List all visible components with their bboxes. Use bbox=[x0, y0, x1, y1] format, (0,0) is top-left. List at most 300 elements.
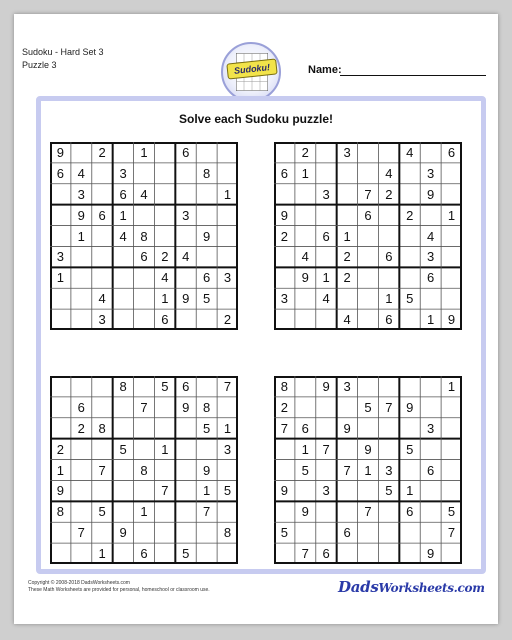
sudoku-cell[interactable] bbox=[399, 267, 420, 288]
sudoku-cell[interactable] bbox=[337, 288, 358, 309]
sudoku-cell[interactable] bbox=[316, 460, 337, 481]
sudoku-cell[interactable] bbox=[441, 246, 462, 267]
sudoku-cell[interactable] bbox=[399, 246, 420, 267]
sudoku-cell[interactable]: 9 bbox=[119, 525, 127, 541]
sudoku-cell[interactable] bbox=[295, 309, 316, 330]
sudoku-cell[interactable]: 1 bbox=[385, 291, 393, 307]
sudoku-cell[interactable] bbox=[154, 184, 175, 205]
sudoku-cell[interactable] bbox=[358, 309, 379, 330]
sudoku-cell[interactable] bbox=[134, 522, 155, 543]
sudoku-cell[interactable] bbox=[316, 309, 337, 330]
sudoku-cell[interactable] bbox=[378, 226, 399, 247]
sudoku-cell[interactable] bbox=[295, 480, 316, 501]
sudoku-cell[interactable] bbox=[399, 376, 420, 397]
sudoku-cell[interactable]: 3 bbox=[427, 420, 435, 436]
sudoku-cell[interactable] bbox=[50, 288, 71, 309]
sudoku-cell[interactable] bbox=[134, 288, 155, 309]
sudoku-cell[interactable] bbox=[378, 376, 399, 397]
sudoku-cell[interactable] bbox=[154, 163, 175, 184]
sudoku-cell[interactable] bbox=[92, 226, 113, 247]
sudoku-cell[interactable]: 9 bbox=[280, 207, 289, 223]
sudoku-cell[interactable] bbox=[92, 439, 113, 460]
sudoku-cell[interactable] bbox=[378, 418, 399, 439]
sudoku-cell[interactable]: 6 bbox=[280, 165, 289, 181]
sudoku-cell[interactable]: 4 bbox=[343, 312, 351, 328]
sudoku-cell[interactable] bbox=[71, 480, 92, 501]
sudoku-cell[interactable] bbox=[337, 543, 358, 564]
sudoku-cell[interactable] bbox=[175, 480, 196, 501]
sudoku-cell[interactable] bbox=[217, 205, 238, 226]
sudoku-cell[interactable] bbox=[378, 205, 399, 226]
sudoku-cell[interactable]: 4 bbox=[77, 165, 85, 181]
sudoku-cell[interactable] bbox=[92, 397, 113, 418]
sudoku-cell[interactable] bbox=[175, 226, 196, 247]
sudoku-cell[interactable] bbox=[441, 480, 462, 501]
sudoku-cell[interactable] bbox=[71, 460, 92, 481]
sudoku-cell[interactable] bbox=[274, 309, 295, 330]
sudoku-cell[interactable] bbox=[50, 376, 71, 397]
sudoku-cell[interactable] bbox=[399, 460, 420, 481]
sudoku-cell[interactable] bbox=[316, 246, 337, 267]
sudoku-cell[interactable]: 6 bbox=[77, 399, 85, 415]
sudoku-cell[interactable] bbox=[217, 288, 238, 309]
sudoku-cell[interactable] bbox=[441, 226, 462, 247]
sudoku-cell[interactable]: 3 bbox=[343, 145, 351, 160]
sudoku-cell[interactable] bbox=[358, 543, 379, 564]
sudoku-cell[interactable] bbox=[217, 142, 238, 163]
sudoku-cell[interactable] bbox=[134, 376, 155, 397]
sudoku-cell[interactable]: 9 bbox=[203, 228, 211, 244]
sudoku-cell[interactable]: 8 bbox=[223, 525, 232, 541]
sudoku-cell[interactable]: 9 bbox=[56, 483, 65, 499]
sudoku-cell[interactable] bbox=[274, 184, 295, 205]
sudoku-cell[interactable] bbox=[196, 439, 217, 460]
sudoku-cell[interactable] bbox=[196, 309, 217, 330]
sudoku-cell[interactable]: 2 bbox=[301, 145, 309, 160]
sudoku-cell[interactable] bbox=[50, 226, 71, 247]
sudoku-cell[interactable]: 9 bbox=[301, 504, 309, 520]
sudoku-cell[interactable] bbox=[92, 267, 113, 288]
sudoku-cell[interactable] bbox=[154, 543, 175, 564]
sudoku-cell[interactable] bbox=[154, 226, 175, 247]
sudoku-cell[interactable]: 9 bbox=[77, 207, 85, 223]
sudoku-cell[interactable]: 2 bbox=[56, 441, 65, 457]
sudoku-cell[interactable] bbox=[358, 142, 379, 163]
sudoku-cell[interactable] bbox=[295, 226, 316, 247]
sudoku-cell[interactable] bbox=[337, 205, 358, 226]
sudoku-cell[interactable]: 4 bbox=[322, 291, 330, 307]
sudoku-cell[interactable]: 8 bbox=[140, 228, 148, 244]
sudoku-cell[interactable]: 3 bbox=[119, 165, 127, 181]
sudoku-cell[interactable]: 7 bbox=[140, 399, 148, 415]
sudoku-cell[interactable] bbox=[399, 184, 420, 205]
sudoku-cell[interactable] bbox=[92, 376, 113, 397]
sudoku-cell[interactable] bbox=[113, 309, 134, 330]
sudoku-cell[interactable] bbox=[175, 522, 196, 543]
sudoku-cell[interactable]: 7 bbox=[280, 420, 289, 436]
sudoku-cell[interactable]: 1 bbox=[223, 186, 232, 202]
sudoku-cell[interactable] bbox=[217, 226, 238, 247]
sudoku-cell[interactable]: 9 bbox=[322, 379, 330, 394]
sudoku-cell[interactable] bbox=[92, 184, 113, 205]
sudoku-cell[interactable] bbox=[378, 439, 399, 460]
sudoku-cell[interactable]: 5 bbox=[223, 483, 232, 499]
sudoku-cell[interactable]: 1 bbox=[140, 145, 148, 160]
sudoku-cell[interactable]: 2 bbox=[161, 249, 169, 265]
sudoku-cell[interactable] bbox=[217, 543, 238, 564]
sudoku-cell[interactable]: 5 bbox=[301, 462, 309, 478]
sudoku-cell[interactable] bbox=[316, 163, 337, 184]
sudoku-cell[interactable] bbox=[337, 397, 358, 418]
sudoku-cell[interactable]: 8 bbox=[203, 165, 211, 181]
sudoku-cell[interactable] bbox=[196, 246, 217, 267]
sudoku-cell[interactable] bbox=[358, 226, 379, 247]
sudoku-cell[interactable] bbox=[337, 501, 358, 522]
sudoku-cell[interactable] bbox=[399, 163, 420, 184]
sudoku-cell[interactable] bbox=[71, 246, 92, 267]
sudoku-cell[interactable] bbox=[295, 376, 316, 397]
sudoku-cell[interactable]: 8 bbox=[98, 420, 106, 436]
sudoku-cell[interactable] bbox=[316, 205, 337, 226]
sudoku-cell[interactable] bbox=[134, 163, 155, 184]
sudoku-cell[interactable]: 3 bbox=[280, 291, 289, 307]
sudoku-cell[interactable] bbox=[134, 205, 155, 226]
sudoku-cell[interactable] bbox=[316, 418, 337, 439]
sudoku-cell[interactable] bbox=[175, 501, 196, 522]
sudoku-cell[interactable]: 9 bbox=[203, 462, 211, 478]
sudoku-cell[interactable]: 2 bbox=[343, 249, 351, 265]
sudoku-cell[interactable] bbox=[113, 397, 134, 418]
sudoku-cell[interactable]: 9 bbox=[427, 546, 435, 562]
sudoku-cell[interactable] bbox=[50, 543, 71, 564]
sudoku-cell[interactable]: 3 bbox=[77, 186, 85, 202]
sudoku-cell[interactable] bbox=[441, 184, 462, 205]
sudoku-cell[interactable]: 4 bbox=[406, 145, 414, 160]
sudoku-cell[interactable] bbox=[358, 288, 379, 309]
sudoku-cell[interactable]: 3 bbox=[322, 483, 330, 499]
sudoku-cell[interactable] bbox=[71, 543, 92, 564]
sudoku-cell[interactable] bbox=[217, 501, 238, 522]
sudoku-cell[interactable] bbox=[92, 246, 113, 267]
sudoku-cell[interactable] bbox=[113, 142, 134, 163]
sudoku-cell[interactable]: 2 bbox=[280, 399, 289, 415]
sudoku-cell[interactable] bbox=[196, 142, 217, 163]
sudoku-cell[interactable] bbox=[358, 418, 379, 439]
sudoku-cell[interactable] bbox=[420, 439, 441, 460]
sudoku-cell[interactable]: 5 bbox=[406, 441, 414, 457]
sudoku-cell[interactable] bbox=[134, 439, 155, 460]
sudoku-cell[interactable] bbox=[196, 376, 217, 397]
sudoku-cell[interactable]: 5 bbox=[364, 399, 372, 415]
sudoku-cell[interactable]: 1 bbox=[447, 379, 456, 394]
sudoku-cell[interactable] bbox=[420, 480, 441, 501]
sudoku-cell[interactable]: 9 bbox=[301, 270, 309, 286]
sudoku-cell[interactable] bbox=[196, 543, 217, 564]
sudoku-cell[interactable]: 9 bbox=[364, 441, 372, 457]
sudoku-cell[interactable] bbox=[154, 501, 175, 522]
sudoku-cell[interactable]: 6 bbox=[343, 525, 351, 541]
sudoku-cell[interactable] bbox=[274, 460, 295, 481]
sudoku-cell[interactable]: 1 bbox=[447, 207, 456, 223]
sudoku-cell[interactable]: 2 bbox=[223, 312, 232, 328]
sudoku-cell[interactable] bbox=[399, 543, 420, 564]
sudoku-cell[interactable] bbox=[92, 522, 113, 543]
sudoku-cell[interactable] bbox=[217, 163, 238, 184]
sudoku-cell[interactable]: 9 bbox=[427, 186, 435, 202]
sudoku-cell[interactable]: 6 bbox=[427, 462, 435, 478]
sudoku-cell[interactable] bbox=[175, 460, 196, 481]
sudoku-cell[interactable] bbox=[154, 460, 175, 481]
sudoku-cell[interactable] bbox=[113, 267, 134, 288]
sudoku-cell[interactable]: 6 bbox=[322, 546, 330, 562]
sudoku-cell[interactable]: 5 bbox=[161, 379, 169, 394]
sudoku-cell[interactable] bbox=[217, 397, 238, 418]
sudoku-cell[interactable]: 1 bbox=[140, 504, 148, 520]
sudoku-cell[interactable] bbox=[274, 543, 295, 564]
sudoku-cell[interactable]: 3 bbox=[56, 249, 65, 265]
sudoku-cell[interactable] bbox=[295, 288, 316, 309]
sudoku-cell[interactable] bbox=[316, 142, 337, 163]
sudoku-cell[interactable] bbox=[113, 501, 134, 522]
sudoku-cell[interactable]: 6 bbox=[140, 546, 148, 562]
sudoku-cell[interactable]: 4 bbox=[301, 249, 309, 265]
sudoku-cell[interactable] bbox=[92, 480, 113, 501]
sudoku-cell[interactable]: 5 bbox=[203, 420, 211, 436]
sudoku-cell[interactable] bbox=[420, 376, 441, 397]
sudoku-cell[interactable]: 5 bbox=[98, 504, 106, 520]
sudoku-cell[interactable]: 3 bbox=[385, 462, 393, 478]
sudoku-cell[interactable] bbox=[196, 184, 217, 205]
sudoku-cell[interactable]: 1 bbox=[364, 462, 372, 478]
sudoku-cell[interactable] bbox=[378, 501, 399, 522]
sudoku-cell[interactable] bbox=[175, 163, 196, 184]
sudoku-cell[interactable] bbox=[420, 205, 441, 226]
sudoku-cell[interactable] bbox=[441, 267, 462, 288]
sudoku-cell[interactable]: 6 bbox=[182, 379, 190, 394]
sudoku-cell[interactable]: 7 bbox=[223, 379, 232, 394]
sudoku-cell[interactable]: 1 bbox=[223, 420, 232, 436]
sudoku-cell[interactable]: 3 bbox=[98, 312, 106, 328]
sudoku-cell[interactable] bbox=[399, 309, 420, 330]
sudoku-cell[interactable] bbox=[154, 397, 175, 418]
sudoku-cell[interactable] bbox=[113, 418, 134, 439]
sudoku-cell[interactable]: 8 bbox=[56, 504, 65, 520]
sudoku-cell[interactable]: 1 bbox=[56, 462, 65, 478]
sudoku-cell[interactable]: 7 bbox=[301, 546, 309, 562]
sudoku-cell[interactable]: 5 bbox=[447, 504, 456, 520]
sudoku-cell[interactable]: 7 bbox=[77, 525, 85, 541]
sudoku-cell[interactable] bbox=[50, 522, 71, 543]
sudoku-cell[interactable] bbox=[113, 288, 134, 309]
sudoku-cell[interactable] bbox=[316, 397, 337, 418]
sudoku-cell[interactable] bbox=[420, 501, 441, 522]
sudoku-cell[interactable]: 9 bbox=[182, 399, 190, 415]
sudoku-cell[interactable]: 6 bbox=[203, 270, 211, 286]
sudoku-cell[interactable] bbox=[175, 418, 196, 439]
sudoku-cell[interactable] bbox=[154, 418, 175, 439]
sudoku-cell[interactable]: 3 bbox=[343, 379, 351, 394]
sudoku-cell[interactable] bbox=[337, 184, 358, 205]
sudoku-cell[interactable] bbox=[337, 163, 358, 184]
sudoku-cell[interactable] bbox=[295, 205, 316, 226]
sudoku-cell[interactable]: 6 bbox=[322, 228, 330, 244]
sudoku-cell[interactable]: 7 bbox=[364, 186, 372, 202]
sudoku-cell[interactable] bbox=[274, 142, 295, 163]
sudoku-cell[interactable] bbox=[113, 543, 134, 564]
sudoku-cell[interactable]: 6 bbox=[56, 165, 65, 181]
sudoku-cell[interactable]: 9 bbox=[182, 291, 190, 307]
sudoku-cell[interactable]: 9 bbox=[56, 145, 65, 160]
sudoku-cell[interactable] bbox=[217, 246, 238, 267]
sudoku-cell[interactable] bbox=[71, 309, 92, 330]
sudoku-cell[interactable] bbox=[420, 522, 441, 543]
sudoku-cell[interactable] bbox=[378, 142, 399, 163]
sudoku-cell[interactable] bbox=[399, 418, 420, 439]
sudoku-cell[interactable]: 6 bbox=[119, 186, 127, 202]
sudoku-cell[interactable]: 5 bbox=[280, 525, 289, 541]
sudoku-cell[interactable]: 9 bbox=[447, 312, 456, 328]
sudoku-cell[interactable] bbox=[274, 267, 295, 288]
sudoku-cell[interactable]: 1 bbox=[427, 312, 435, 328]
sudoku-cell[interactable]: 4 bbox=[140, 186, 148, 202]
sudoku-cell[interactable]: 6 bbox=[385, 312, 393, 328]
sudoku-cell[interactable]: 1 bbox=[56, 270, 65, 286]
sudoku-cell[interactable] bbox=[441, 460, 462, 481]
sudoku-cell[interactable] bbox=[441, 288, 462, 309]
sudoku-cell[interactable]: 4 bbox=[385, 165, 393, 181]
sudoku-cell[interactable]: 1 bbox=[203, 483, 211, 499]
sudoku-cell[interactable] bbox=[274, 439, 295, 460]
sudoku-cell[interactable]: 6 bbox=[447, 145, 456, 160]
sudoku-cell[interactable] bbox=[378, 543, 399, 564]
sudoku-cell[interactable] bbox=[92, 163, 113, 184]
sudoku-cell[interactable]: 3 bbox=[223, 441, 232, 457]
sudoku-cell[interactable]: 3 bbox=[322, 186, 330, 202]
sudoku-cell[interactable]: 1 bbox=[161, 441, 169, 457]
sudoku-cell[interactable]: 1 bbox=[343, 228, 351, 244]
sudoku-cell[interactable] bbox=[113, 246, 134, 267]
sudoku-cell[interactable]: 4 bbox=[427, 228, 435, 244]
sudoku-cell[interactable] bbox=[175, 439, 196, 460]
sudoku-cell[interactable]: 8 bbox=[203, 399, 211, 415]
sudoku-cell[interactable]: 8 bbox=[119, 379, 127, 394]
sudoku-cell[interactable] bbox=[441, 418, 462, 439]
sudoku-cell[interactable] bbox=[399, 226, 420, 247]
sudoku-cell[interactable] bbox=[378, 267, 399, 288]
sudoku-cell[interactable] bbox=[71, 376, 92, 397]
sudoku-cell[interactable]: 2 bbox=[406, 207, 414, 223]
sudoku-cell[interactable]: 1 bbox=[98, 546, 106, 562]
sudoku-cell[interactable]: 3 bbox=[182, 207, 190, 223]
sudoku-cell[interactable]: 9 bbox=[343, 420, 351, 436]
sudoku-cell[interactable] bbox=[358, 376, 379, 397]
sudoku-cell[interactable]: 3 bbox=[427, 249, 435, 265]
sudoku-cell[interactable]: 7 bbox=[322, 441, 330, 457]
sudoku-cell[interactable]: 2 bbox=[385, 186, 393, 202]
sudoku-cell[interactable]: 7 bbox=[447, 525, 456, 541]
sudoku-cell[interactable]: 4 bbox=[98, 291, 106, 307]
sudoku-cell[interactable] bbox=[71, 267, 92, 288]
sudoku-cell[interactable] bbox=[441, 397, 462, 418]
sudoku-cell[interactable] bbox=[441, 163, 462, 184]
sudoku-cell[interactable] bbox=[420, 142, 441, 163]
sudoku-cell[interactable] bbox=[196, 522, 217, 543]
sudoku-cell[interactable]: 6 bbox=[161, 312, 169, 328]
sudoku-cell[interactable] bbox=[134, 480, 155, 501]
sudoku-cell[interactable] bbox=[337, 480, 358, 501]
sudoku-cell[interactable]: 4 bbox=[119, 228, 127, 244]
sudoku-cell[interactable] bbox=[134, 267, 155, 288]
sudoku-cell[interactable]: 8 bbox=[280, 379, 289, 394]
sudoku-cell[interactable]: 7 bbox=[203, 504, 211, 520]
sudoku-cell[interactable] bbox=[154, 522, 175, 543]
sudoku-cell[interactable]: 6 bbox=[427, 270, 435, 286]
sudoku-cell[interactable] bbox=[420, 397, 441, 418]
sudoku-cell[interactable]: 1 bbox=[301, 165, 309, 181]
sudoku-cell[interactable]: 1 bbox=[322, 270, 330, 286]
sudoku-cell[interactable] bbox=[50, 205, 71, 226]
sudoku-cell[interactable] bbox=[71, 142, 92, 163]
sudoku-cell[interactable]: 1 bbox=[301, 441, 309, 457]
sudoku-cell[interactable] bbox=[441, 543, 462, 564]
sudoku-cell[interactable] bbox=[50, 309, 71, 330]
sudoku-cell[interactable]: 6 bbox=[98, 207, 106, 223]
sudoku-cell[interactable]: 4 bbox=[182, 249, 190, 265]
sudoku-cell[interactable]: 6 bbox=[140, 249, 148, 265]
sudoku-cell[interactable] bbox=[134, 418, 155, 439]
sudoku-cell[interactable]: 1 bbox=[161, 291, 169, 307]
sudoku-cell[interactable] bbox=[71, 288, 92, 309]
sudoku-cell[interactable] bbox=[358, 480, 379, 501]
sudoku-cell[interactable] bbox=[295, 184, 316, 205]
sudoku-cell[interactable]: 5 bbox=[182, 546, 190, 562]
sudoku-cell[interactable] bbox=[441, 439, 462, 460]
sudoku-cell[interactable] bbox=[358, 246, 379, 267]
sudoku-cell[interactable]: 3 bbox=[427, 165, 435, 181]
sudoku-cell[interactable]: 3 bbox=[223, 270, 232, 286]
sudoku-cell[interactable] bbox=[196, 205, 217, 226]
sudoku-cell[interactable]: 6 bbox=[406, 504, 414, 520]
sudoku-cell[interactable] bbox=[295, 397, 316, 418]
sudoku-cell[interactable] bbox=[295, 522, 316, 543]
sudoku-cell[interactable]: 2 bbox=[280, 228, 289, 244]
sudoku-cell[interactable] bbox=[175, 267, 196, 288]
sudoku-cell[interactable]: 2 bbox=[77, 420, 85, 436]
sudoku-cell[interactable]: 9 bbox=[280, 483, 289, 499]
sudoku-cell[interactable] bbox=[217, 460, 238, 481]
sudoku-cell[interactable]: 8 bbox=[140, 462, 148, 478]
sudoku-cell[interactable] bbox=[71, 501, 92, 522]
sudoku-cell[interactable] bbox=[420, 288, 441, 309]
sudoku-cell[interactable]: 9 bbox=[406, 399, 414, 415]
sudoku-cell[interactable] bbox=[358, 163, 379, 184]
sudoku-cell[interactable] bbox=[316, 522, 337, 543]
sudoku-cell[interactable]: 2 bbox=[98, 145, 106, 160]
sudoku-cell[interactable] bbox=[358, 522, 379, 543]
sudoku-cell[interactable]: 7 bbox=[364, 504, 372, 520]
sudoku-cell[interactable] bbox=[337, 439, 358, 460]
sudoku-cell[interactable] bbox=[113, 460, 134, 481]
sudoku-cell[interactable] bbox=[154, 205, 175, 226]
sudoku-cell[interactable] bbox=[71, 439, 92, 460]
sudoku-cell[interactable] bbox=[154, 142, 175, 163]
sudoku-cell[interactable]: 1 bbox=[406, 483, 414, 499]
sudoku-cell[interactable] bbox=[274, 246, 295, 267]
sudoku-cell[interactable]: 1 bbox=[77, 228, 85, 244]
sudoku-cell[interactable] bbox=[50, 397, 71, 418]
sudoku-cell[interactable]: 7 bbox=[385, 399, 393, 415]
sudoku-cell[interactable]: 7 bbox=[161, 483, 169, 499]
